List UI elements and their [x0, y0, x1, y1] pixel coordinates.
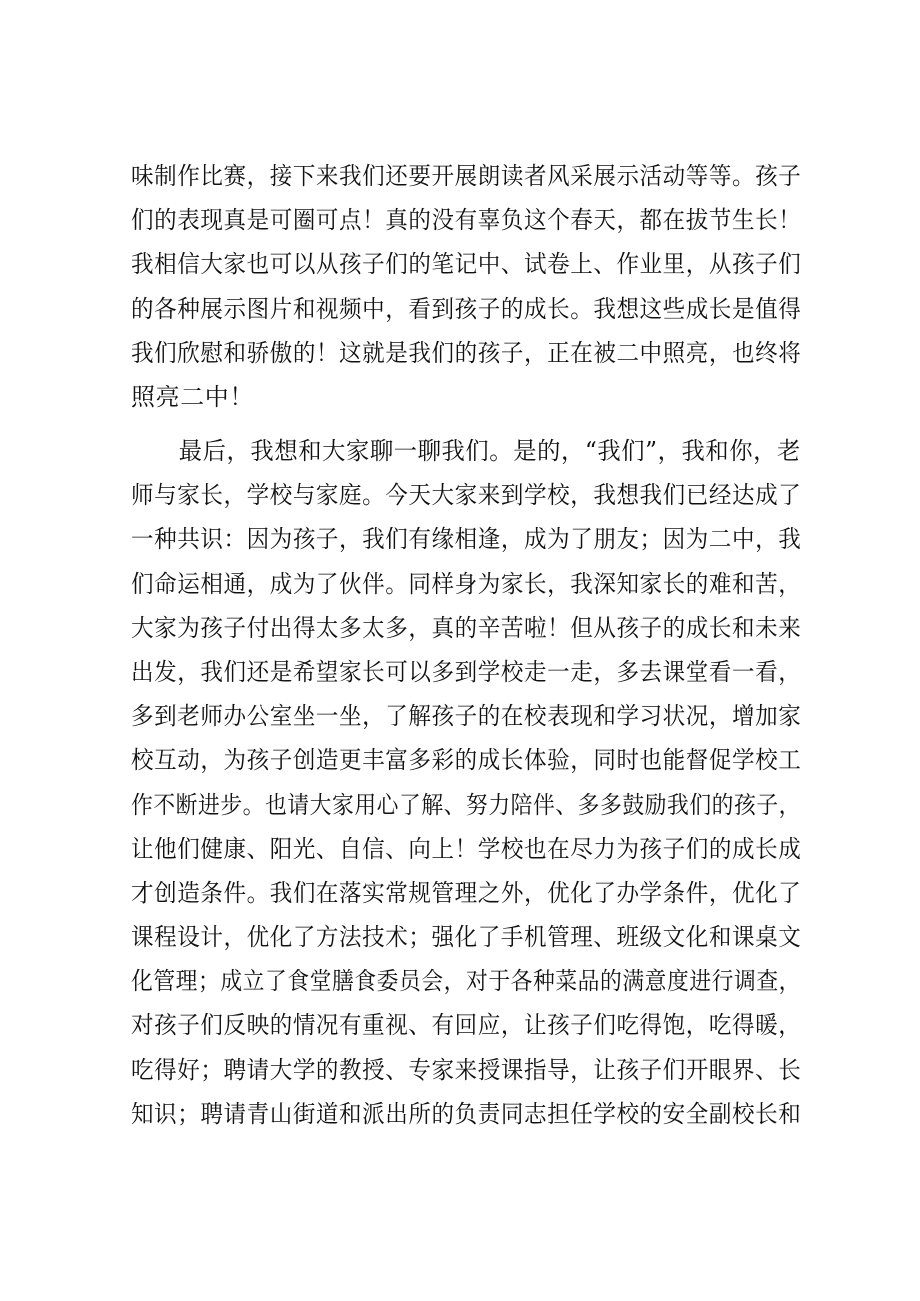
text-line: 多到老师办公室坐一坐，了解孩子的在校表现和学习状况，增加家 — [131, 702, 802, 731]
text-line: 们的表现真是可圈可点！真的没有辜负这个春天，都在拔节生长！ — [131, 206, 802, 235]
text-line: 师与家长，学校与家庭。今天大家来到学校，我想我们已经达成了 — [131, 481, 802, 510]
text-line: 最后，我想和大家聊一聊我们。是的，“我们”，我和你，老 — [131, 437, 801, 465]
text-line: 吃得好；聘请大学的教授、专家来授课指导，让孩子们开眼界、长 — [131, 1055, 802, 1084]
paragraph-1 — [131, 154, 801, 419]
text-line: 化管理；成立了食堂膳食委员会，对于各种菜品的满意度进行调查， — [131, 967, 801, 996]
text-line: 校互动，为孩子创造更丰富多彩的成长体验，同时也能督促学校工 — [131, 746, 802, 775]
text-line: 我相信大家也可以从孩子们的笔记中、试卷上、作业里，从孩子们 — [131, 250, 802, 279]
text-line: 让他们健康、阳光、自信、向上！学校也在尽力为孩子们的成长成 — [131, 834, 802, 863]
text-line: 知识；聘请青山街道和派出所的负责同志担任学校的安全副校长和 — [131, 1099, 802, 1128]
text-line: 照亮二中！ — [131, 382, 254, 411]
text-line: 大家为孩子付出得太多太多，真的辛苦啦！但从孩子的成长和未来 — [131, 613, 802, 642]
text-line: 才创造条件。我们在落实常规管理之外，优化了办学条件，优化了 — [131, 878, 802, 907]
text-line: 味制作比赛，接下来我们还要开展朗读者风采展示活动等等。孩子 — [131, 162, 802, 190]
paragraph-2 — [131, 429, 801, 1136]
text-line: 我们欣慰和骄傲的！这就是我们的孩子，正在被二中照亮，也终将 — [131, 338, 802, 367]
text-line: 们命运相通，成为了伙伴。同样身为家长，我深知家长的难和苦， — [131, 569, 802, 598]
text-line: 课程设计，优化了方法技术；强化了手机管理、班级文化和课桌文 — [131, 923, 802, 952]
text-line: 对孩子们反映的情况有重视、有回应，让孩子们吃得饱，吃得暖， — [131, 1011, 802, 1040]
text-line: 的各种展示图片和视频中，看到孩子的成长。我想这些成长是值得 — [131, 294, 802, 323]
text-line: 出发，我们还是希望家长可以多到学校走一走，多去课堂看一看， — [131, 657, 802, 686]
text-line: 一种共识：因为孩子，我们有缘相逢，成为了朋友；因为二中，我 — [131, 525, 802, 554]
text-line: 作不断进步。也请大家用心了解、努力陪伴、多多鼓励我们的孩子， — [131, 790, 801, 819]
